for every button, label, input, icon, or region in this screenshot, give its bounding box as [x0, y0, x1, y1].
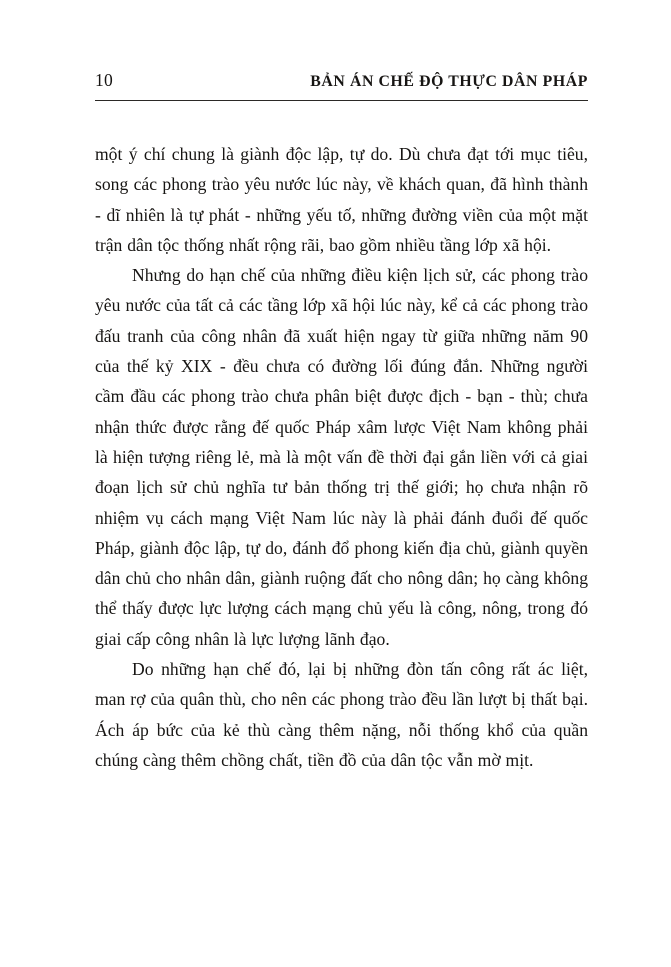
paragraph: Do những hạn chế đó, lại bị những đòn tấn công rất ác liệt, man rợ của quân thù, cho nên các phong trào đều lần lượt bị thất bại. Ách áp bức của kẻ thù càng thêm nặng, nỗi thống khổ của quần chúng càng thêm chồng chất, tiền đồ của dân tộc vẫn mờ mịt.	[95, 659, 588, 770]
page-header	[95, 70, 588, 101]
paragraph: Nhưng do hạn chế của những điều kiện lịch sử, các phong trào yêu nước của tất cả các tầng lớp xã hội lúc này, kể cả các phong trào đấu tranh của công nhân đã xuất hiện ngay từ giữa những năm 90 của thế kỷ XIX - đều chưa có đường lối đúng đắn. Những người cầm đầu các phong trào chưa phân biệt được địch - bạn - thù; chưa nhận thức được rằng đế quốc Pháp xâm lược Việt Nam không phải là hiện tượng riêng lẻ, mà là một vấn đề thời đại gắn liền với cả giai đoạn lịch sử chủ nghĩa tư bản thống trị thế giới; họ chưa nhận rõ nhiệm vụ cách mạng Việt Nam lúc này là phải đánh đuổi đế quốc Pháp, giành độc lập, tự do, đánh đổ phong kiến địa chủ, giành quyền dân chủ cho nhân dân, giành ruộng đất cho nông dân; họ càng không thể thấy được lực lượng cách mạng chủ yếu là công, nông, trong đó giai cấp công nhân là lực lượng lãnh đạo.	[95, 265, 588, 649]
page-body	[95, 139, 588, 775]
running-head-title: BẢN ÁN CHẾ ĐỘ THỰC DÂN PHÁP	[310, 73, 588, 90]
page-number: 10	[95, 70, 114, 90]
paragraph: một ý chí chung là giành độc lập, tự do. Dù chưa đạt tới mục tiêu, song các phong trào yêu nước lúc này, về khách quan, đã hình thành - dĩ nhiên là tự phát - những yếu tố, những đường viền của một mặt trận dân tộc thống nhất rộng rãi, bao gồm nhiều tầng lớp xã hội.	[95, 144, 588, 255]
